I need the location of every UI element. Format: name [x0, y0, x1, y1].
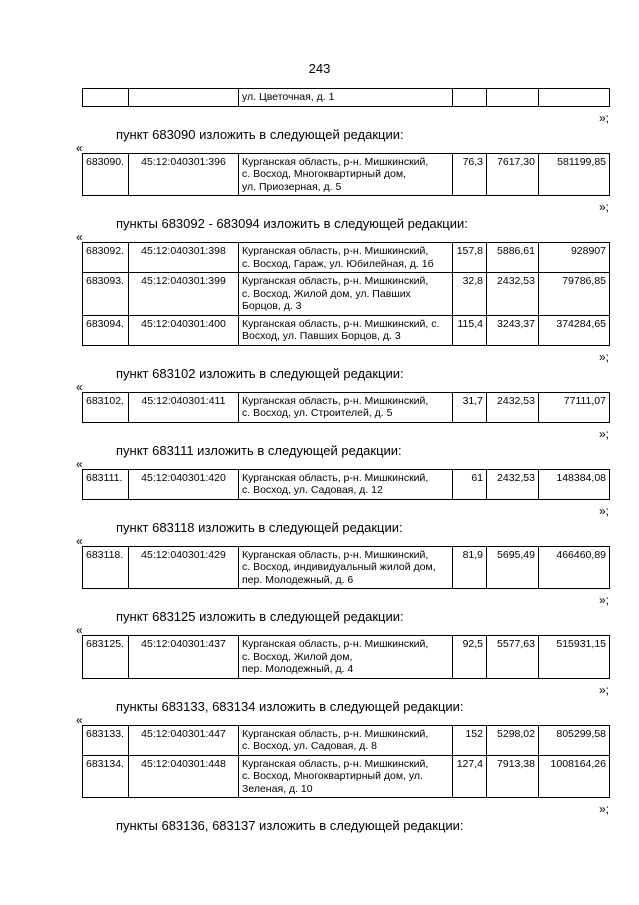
item-number-cell: 683125.: [83, 636, 129, 679]
amendment-blocks: [76, 110, 609, 799]
cadastral-number-cell: 45:12:040301:411: [129, 392, 239, 422]
table-row: [83, 273, 610, 316]
address-line: с. Восход, Многоквартирный дом,: [242, 168, 406, 180]
table-cell: [453, 89, 487, 107]
cadastral-number-cell: 45:12:040301:399: [129, 273, 239, 316]
cadastral-number-cell: 45:12:040301:437: [129, 636, 239, 679]
opening-quote: «: [76, 230, 83, 244]
final-instruction: пункты 683136, 683137 изложить в следующей редакции:: [116, 818, 464, 833]
total-cell: 77111,07: [539, 392, 610, 422]
price-cell: 2432,53: [487, 392, 539, 422]
address-line: Зеленая, д. 10: [242, 782, 313, 795]
address-line: Курганская область, р-н. Мишкинский,: [242, 245, 429, 257]
address-cell: [239, 546, 453, 589]
area-cell: 81,9: [453, 546, 487, 589]
amendment-block: [76, 503, 609, 590]
area-cell: 157,8: [453, 243, 487, 273]
price-cell: 5695,49: [487, 546, 539, 589]
amendment-block: [76, 110, 609, 197]
item-number-cell: 683090.: [83, 153, 129, 196]
address-line: пер. Молодежный, д. 6: [242, 573, 354, 586]
cadastral-number-cell: 45:12:040301:396: [129, 153, 239, 196]
area-cell: 31,7: [453, 392, 487, 422]
address-cell: [239, 273, 453, 316]
address-cell: [239, 315, 453, 345]
opening-quote: «: [76, 712, 83, 727]
address-line: Курганская область, р-н. Мишкинский,: [242, 155, 429, 168]
address-line: с. Восход, индивидуальный жилой дом,: [242, 561, 436, 573]
item-number-cell: 683094.: [83, 315, 129, 345]
area-cell: 76,3: [453, 153, 487, 196]
address-cell: [239, 755, 453, 798]
address-line: с. Восход, Многоквартирный дом, ул.: [242, 770, 423, 782]
address-line: ул. Приозерная, д. 5: [242, 180, 342, 193]
closing-quote: »;: [598, 682, 609, 697]
opening-quote: «: [76, 140, 83, 155]
table-cell: [129, 89, 239, 107]
address-line: с. Восход, ул. Садовая, д. 8: [242, 740, 377, 752]
instruction-text: пункт 683125 изложить в следующей редакции:: [116, 609, 404, 624]
address-cell: [239, 392, 453, 422]
address-line: Восход, ул. Павших Борцов, д. 3: [242, 330, 401, 342]
address-line: с. Восход, ул. Строителей, д. 5: [242, 407, 393, 419]
table-row: [83, 546, 610, 589]
instruction-text: пункт 683118 изложить в следующей редакции:: [116, 519, 403, 535]
price-cell: 3243,37: [487, 315, 539, 345]
instruction-text: пункт 683090 изложить в следующей редакции:: [116, 126, 404, 142]
area-cell: 127,4: [453, 755, 487, 798]
price-cell: 5577,63: [487, 636, 539, 679]
cadastral-number-cell: 45:12:040301:400: [129, 315, 239, 345]
table-row: [83, 153, 610, 196]
price-cell: 7617,30: [487, 153, 539, 196]
area-cell: 32,8: [453, 273, 487, 316]
address-line: пер. Молодежный, д. 4: [242, 663, 354, 675]
table-row: [83, 636, 610, 679]
address-line: Курганская область, р-н. Мишкинский,: [242, 638, 429, 650]
total-cell: 581199,85: [539, 153, 610, 196]
amendment-block: [76, 426, 609, 500]
table-row: [83, 392, 610, 422]
table-row: [83, 725, 610, 755]
item-number-cell: 683118.: [83, 546, 129, 589]
price-cell: 7913,38: [487, 755, 539, 798]
continued-table: [82, 88, 610, 107]
area-cell: 61: [453, 469, 487, 499]
address-cell: [239, 469, 453, 499]
item-number-cell: 683133.: [83, 725, 129, 755]
amendment-block: [76, 593, 609, 679]
opening-quote: «: [76, 379, 83, 394]
item-number-cell: 683134.: [83, 755, 129, 798]
area-cell: 92,5: [453, 636, 487, 679]
address-cell: [239, 153, 453, 196]
total-cell: 148384,08: [539, 469, 610, 499]
address-cell: [239, 636, 453, 679]
address-line: Курганская область, р-н. Мишкинский,: [242, 548, 429, 561]
document-content: [76, 88, 609, 834]
total-cell: 1008164,26: [539, 755, 610, 798]
table-cell: [487, 89, 539, 107]
total-cell: 466460,89: [539, 546, 610, 589]
property-table: [82, 242, 610, 346]
address-line: с. Восход, ул. Садовая, д. 12: [242, 484, 383, 496]
instruction-text: пункт 683102 изложить в следующей редакции:: [116, 365, 404, 381]
item-number-cell: 683111.: [83, 469, 129, 499]
address-line: Курганская область, р-н. Мишкинский,: [242, 757, 429, 770]
closing-quote: »;: [598, 802, 609, 816]
closing-quote: »;: [598, 200, 609, 214]
item-number-cell: 683092.: [83, 243, 129, 273]
address-cell: ул. Цветочная, д. 1: [239, 89, 453, 107]
address-line: Курганская область, р-н. Мишкинский,: [242, 394, 429, 407]
item-number-cell: 683102.: [83, 392, 129, 422]
amendment-block: [76, 682, 609, 799]
item-number-cell: 683093.: [83, 273, 129, 316]
total-cell: 805299,58: [539, 725, 610, 755]
opening-quote: «: [76, 623, 83, 637]
property-table: [82, 469, 610, 500]
closing-quote: »;: [598, 349, 609, 364]
page-number: 243: [308, 61, 331, 76]
instruction-text: пункт 683111 изложить в следующей редакции:: [116, 442, 402, 458]
address-line: Курганская область, р-н. Мишкинский,: [242, 471, 429, 484]
total-cell: 515931,15: [539, 636, 610, 679]
address-line: Курганская область, р-н. Мишкинский,: [242, 275, 429, 287]
closing-quote: »;: [598, 426, 609, 441]
instruction-text: пункты 683133, 683134 изложить в следующей редакции:: [116, 698, 464, 714]
table-row: [83, 755, 610, 798]
price-cell: 5886,61: [487, 243, 539, 273]
table-row: [83, 315, 610, 345]
address-line: Курганская область, р-н. Мишкинский,: [242, 727, 429, 740]
closing-quote: »;: [598, 503, 609, 518]
cadastral-number-cell: 45:12:040301:447: [129, 725, 239, 755]
instruction-text: пункты 683092 - 683094 изложить в следующей редакции:: [116, 216, 468, 231]
table-row: [83, 469, 610, 499]
address-line: Борцов, д. 3: [242, 300, 302, 312]
address-cell: [239, 243, 453, 273]
amendment-block: [76, 200, 609, 346]
area-cell: 152: [453, 725, 487, 755]
price-cell: 2432,53: [487, 273, 539, 316]
table-row: [83, 89, 610, 107]
cadastral-number-cell: 45:12:040301:398: [129, 243, 239, 273]
property-table: [82, 725, 610, 799]
closing-quote: »;: [598, 593, 609, 607]
total-cell: 79786,85: [539, 273, 610, 316]
cadastral-number-cell: 45:12:040301:420: [129, 469, 239, 499]
opening-quote: «: [76, 533, 83, 548]
closing-quote: »;: [598, 110, 609, 125]
cadastral-number-cell: 45:12:040301:448: [129, 755, 239, 798]
property-table: [82, 546, 610, 590]
address-line: с. Восход, Гараж, ул. Юбилейная, д. 1б: [242, 257, 434, 270]
price-cell: 5298,02: [487, 725, 539, 755]
amendment-block: [76, 349, 609, 423]
address-line: Курганская область, р-н. Мишкинский, с.: [242, 317, 440, 330]
cadastral-number-cell: 45:12:040301:429: [129, 546, 239, 589]
total-cell: 928907: [539, 243, 610, 273]
property-table: [82, 153, 610, 197]
total-cell: 374284,65: [539, 315, 610, 345]
table-cell: [539, 89, 610, 107]
address-line: с. Восход, Жилой дом, ул. Павших: [242, 287, 411, 300]
address-line: с. Восход, Жилой дом,: [242, 650, 353, 663]
property-table: [82, 635, 610, 679]
table-cell: [83, 89, 129, 107]
opening-quote: «: [76, 456, 83, 471]
table-row: [83, 243, 610, 273]
address-cell: [239, 725, 453, 755]
price-cell: 2432,53: [487, 469, 539, 499]
area-cell: 115,4: [453, 315, 487, 345]
property-table: [82, 392, 610, 423]
